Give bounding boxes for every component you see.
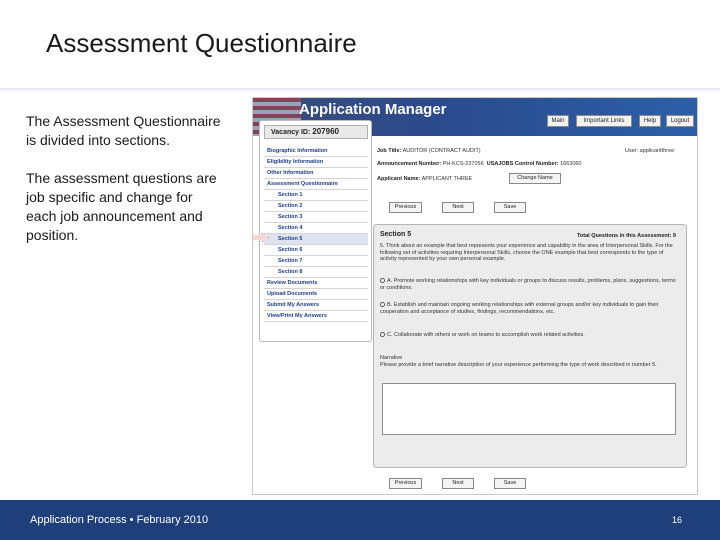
- applicant-row: [377, 176, 472, 182]
- sidebar-item-section-3[interactable]: Section 3: [264, 212, 368, 223]
- nav-main-button[interactable]: Main: [547, 115, 569, 127]
- announcement-row: [377, 161, 582, 167]
- control-value: 1663060: [560, 161, 582, 167]
- total-questions: Total Questions in this Assessment: 9: [576, 233, 676, 239]
- section-title: Section 5: [380, 231, 412, 238]
- user-label: User: applicantthree: [625, 148, 675, 154]
- option-c-label: C. Collaborate with others or work on teams to accomplish work related activities.: [387, 332, 585, 338]
- sidebar-item-section-2[interactable]: Section 2: [264, 201, 368, 212]
- next-button-bottom[interactable]: Next: [442, 478, 474, 489]
- option-a-label: A. Promote working relationships with key individuals or groups to discuss results, problems, plans, suggestions, terms or conditions.: [380, 278, 676, 291]
- sidebar-item-upload-documents[interactable]: Upload Documents: [264, 289, 368, 300]
- bullet-1: The Assessment Questionnaire is divided into sections.: [26, 113, 221, 148]
- control-label: USAJOBS Control Number:: [486, 161, 559, 167]
- app-name: Application Manager: [299, 101, 447, 118]
- sidebar-item-assessment[interactable]: Assessment Questionnaire: [264, 179, 368, 190]
- vacancy-label: Vacancy ID:: [271, 129, 311, 136]
- bullet-list: [26, 112, 222, 264]
- previous-button-top[interactable]: Previous: [389, 202, 422, 213]
- sidebar-item-section-4[interactable]: Section 4: [264, 223, 368, 234]
- narrative-prompt: Please provide a brief narrative description of your experience performing the type of work described in number 5.: [380, 361, 657, 368]
- radio-icon[interactable]: [380, 278, 385, 283]
- footer-text: Application Process • February 2010: [30, 514, 209, 526]
- page-number: 16: [671, 515, 682, 525]
- sidebar-item-section-1[interactable]: Section 1: [264, 190, 368, 201]
- sidebar-item-review-documents[interactable]: Review Documents: [264, 278, 368, 289]
- option-b[interactable]: [380, 302, 680, 315]
- announcement-label: Announcement Number:: [377, 161, 442, 167]
- nav-logout-button[interactable]: Logout: [666, 115, 694, 127]
- radio-icon[interactable]: [380, 302, 385, 307]
- title-divider: [0, 88, 720, 92]
- narrative-textarea[interactable]: [382, 383, 676, 435]
- question-panel: [373, 224, 687, 468]
- sidebar-item-section-6[interactable]: Section 6: [264, 245, 368, 256]
- sidebar-item-eligibility[interactable]: Eligibility Information: [264, 157, 368, 168]
- announcement-value: PH-KCS-237056: [442, 161, 484, 167]
- sidebar-item-other-info[interactable]: Other Information: [264, 168, 368, 179]
- previous-button-bottom[interactable]: Previous: [389, 478, 422, 489]
- applicant-label: Applicant Name:: [377, 176, 421, 182]
- vacancy-id: [264, 125, 368, 139]
- narrative-label: Narrative: [380, 355, 403, 361]
- radio-icon[interactable]: [380, 332, 385, 337]
- sidebar-item-view-print-answers[interactable]: View/Print My Answers: [264, 311, 368, 322]
- save-button-top[interactable]: Save: [494, 202, 526, 213]
- save-button-bottom[interactable]: Save: [494, 478, 526, 489]
- sidebar-item-submit-answers[interactable]: Submit My Answers: [264, 300, 368, 311]
- option-a[interactable]: [380, 278, 680, 291]
- nav-help-button[interactable]: Help: [639, 115, 661, 127]
- bullet-2: The assessment questions are job specific and change for each job announcement and position.: [26, 170, 217, 243]
- sidebar-item-section-5[interactable]: Section 5: [264, 234, 368, 245]
- vacancy-number: 207960: [312, 127, 339, 136]
- sidebar: [259, 120, 372, 342]
- slide-title: Assessment Questionnaire: [46, 28, 357, 58]
- change-name-button[interactable]: Change Name: [509, 173, 561, 184]
- option-b-label: B. Establish and maintain ongoing working relationships with external groups and/or key individuals to gain their cooperation and acceptance of studies, findings, recommendations, etc.: [380, 302, 659, 315]
- job-title-row: [377, 148, 481, 154]
- applicant-value: APPLICANT THREE: [421, 176, 473, 182]
- question-text: 5. Think about an example that best represents your experience and capability in the area of Interpersonal Skills. For the following set of activities requiring Interpersonal Skills, choose the ONE example that best corresponds to the type of activity represented by your own personal example.: [380, 243, 673, 262]
- application-manager-screenshot: [252, 97, 698, 495]
- job-title-label: Job Title:: [377, 148, 402, 154]
- narrative-block: [380, 355, 680, 368]
- nav-important-links-button[interactable]: Important Links: [576, 115, 632, 127]
- next-button-top[interactable]: Next: [442, 202, 474, 213]
- sidebar-item-section-8[interactable]: Section 8: [264, 267, 368, 278]
- option-c[interactable]: [380, 332, 680, 339]
- sidebar-item-section-7[interactable]: Section 7: [264, 256, 368, 267]
- footer-bar: [0, 500, 720, 540]
- job-title-value: AUDITOR (CONTRACT AUDIT): [402, 148, 481, 154]
- sidebar-item-biographic[interactable]: Biographic Information: [264, 146, 368, 157]
